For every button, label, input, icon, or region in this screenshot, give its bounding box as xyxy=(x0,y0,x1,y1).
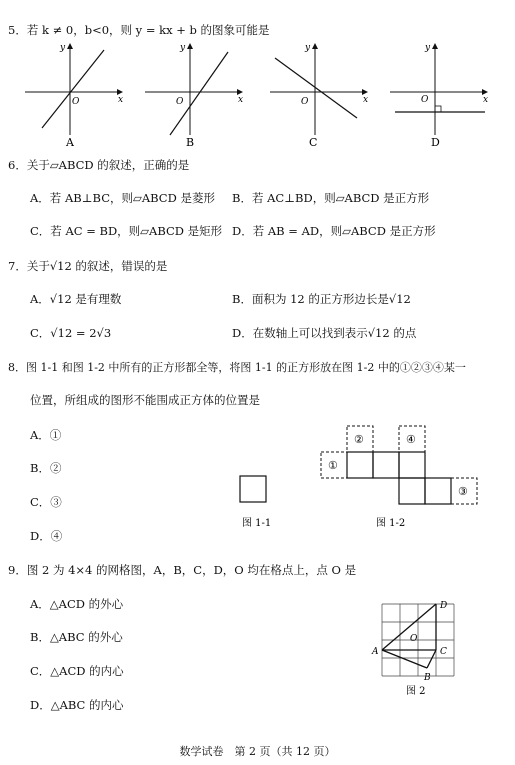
fig1-2-net xyxy=(321,426,477,504)
fig1-1-caption: 图 1-1 xyxy=(242,518,272,529)
axis-y-label: y xyxy=(60,43,66,53)
axis-x-label: x xyxy=(238,95,244,105)
axis-y-label: y xyxy=(180,43,186,53)
graph-label-c: C xyxy=(309,136,318,148)
q6-option-b[interactable]: B．若 AC⊥BD，则▱ABCD 是正方形 xyxy=(232,191,430,205)
page-footer: 数学试卷 第 2 页（共 12 页） xyxy=(179,745,336,758)
q8-option-c[interactable]: C．③ xyxy=(30,495,62,509)
fig1-2-caption: 图 1-2 xyxy=(376,518,406,529)
position-label-2: ② xyxy=(354,433,364,446)
q8-stem-line2: 位置，所组成的图形不能围成正方体的位置是 xyxy=(30,393,260,407)
q5-stem: 5．若 k ≠ 0，b<0，则 y = kx + b 的图象可能是 xyxy=(8,23,270,37)
q9-stem: 9．图 2 为 4×4 的网格图，A，B，C，D，O 均在格点上，点 O 是 xyxy=(8,563,357,577)
point-b-label: B xyxy=(424,673,431,683)
q7-option-a[interactable]: A．√12 是有理数 xyxy=(30,292,122,306)
axis-x-label: x xyxy=(118,95,124,105)
q7-option-c[interactable]: C．√12 = 2√3 xyxy=(30,326,112,340)
q9-option-b[interactable]: B．△ABC 的外心 xyxy=(30,630,123,644)
q7-stem: 7．关于√12 的叙述，错误的是 xyxy=(8,259,168,273)
point-o-label: O xyxy=(410,634,418,644)
graph-label-a: A xyxy=(66,136,74,148)
graph-label-b: B xyxy=(186,136,195,148)
axis-x-label: x xyxy=(363,95,369,105)
q9-option-d[interactable]: D．△ABC 的内心 xyxy=(30,698,124,712)
q5-graphs xyxy=(20,40,500,148)
axis-y-label: y xyxy=(305,43,311,53)
q9-option-a[interactable]: A．△ACD 的外心 xyxy=(30,597,124,611)
q5-graph-c xyxy=(270,43,368,148)
axis-y-label: y xyxy=(425,43,431,53)
point-c-label: C xyxy=(440,647,447,657)
origin-label: O xyxy=(72,97,80,107)
figure-2-caption: 图 2 xyxy=(406,686,426,697)
q8-option-b[interactable]: B．② xyxy=(30,461,62,475)
q6-option-a[interactable]: A．若 AB⊥BC，则▱ABCD 是菱形 xyxy=(30,191,215,205)
q6-option-c[interactable]: C．若 AC = BD，则▱ABCD 是矩形 xyxy=(30,224,223,238)
origin-label: O xyxy=(421,95,429,105)
q5-graph-a xyxy=(25,43,123,148)
q9-grid-figure xyxy=(370,596,470,698)
position-label-1: ① xyxy=(328,459,338,472)
fig1-1-square xyxy=(240,476,266,502)
q9-option-c[interactable]: C．△ACD 的内心 xyxy=(30,664,124,678)
q5-graph-b xyxy=(145,43,243,148)
q8-figures xyxy=(230,420,490,532)
graph-label-d: D xyxy=(431,136,440,148)
q8-option-d[interactable]: D．④ xyxy=(30,529,63,543)
q6-option-d[interactable]: D．若 AB = AD，则▱ABCD 是正方形 xyxy=(232,224,436,238)
position-label-4: ④ xyxy=(406,433,416,446)
origin-label: O xyxy=(176,97,184,107)
axis-x-label: x xyxy=(483,95,489,105)
q7-option-d[interactable]: D．在数轴上可以找到表示√12 的点 xyxy=(232,326,417,340)
point-d-label: D xyxy=(440,601,448,611)
position-label-3: ③ xyxy=(458,485,468,498)
q5-graph-d xyxy=(390,43,488,148)
origin-label: O xyxy=(301,97,309,107)
q7-option-b[interactable]: B．面积为 12 的正方形边长是√12 xyxy=(232,292,411,306)
triangle-lines xyxy=(382,604,436,668)
q6-stem: 6．关于▱ABCD 的叙述，正确的是 xyxy=(8,158,190,172)
point-a-label: A xyxy=(372,647,379,657)
q8-stem-line1: 8．图 1-1 和图 1-2 中所有的正方形都全等，将图 1-1 的正方形放在图 1-2 中的①②③④某一 xyxy=(8,361,466,374)
q8-option-a[interactable]: A．① xyxy=(30,428,62,442)
